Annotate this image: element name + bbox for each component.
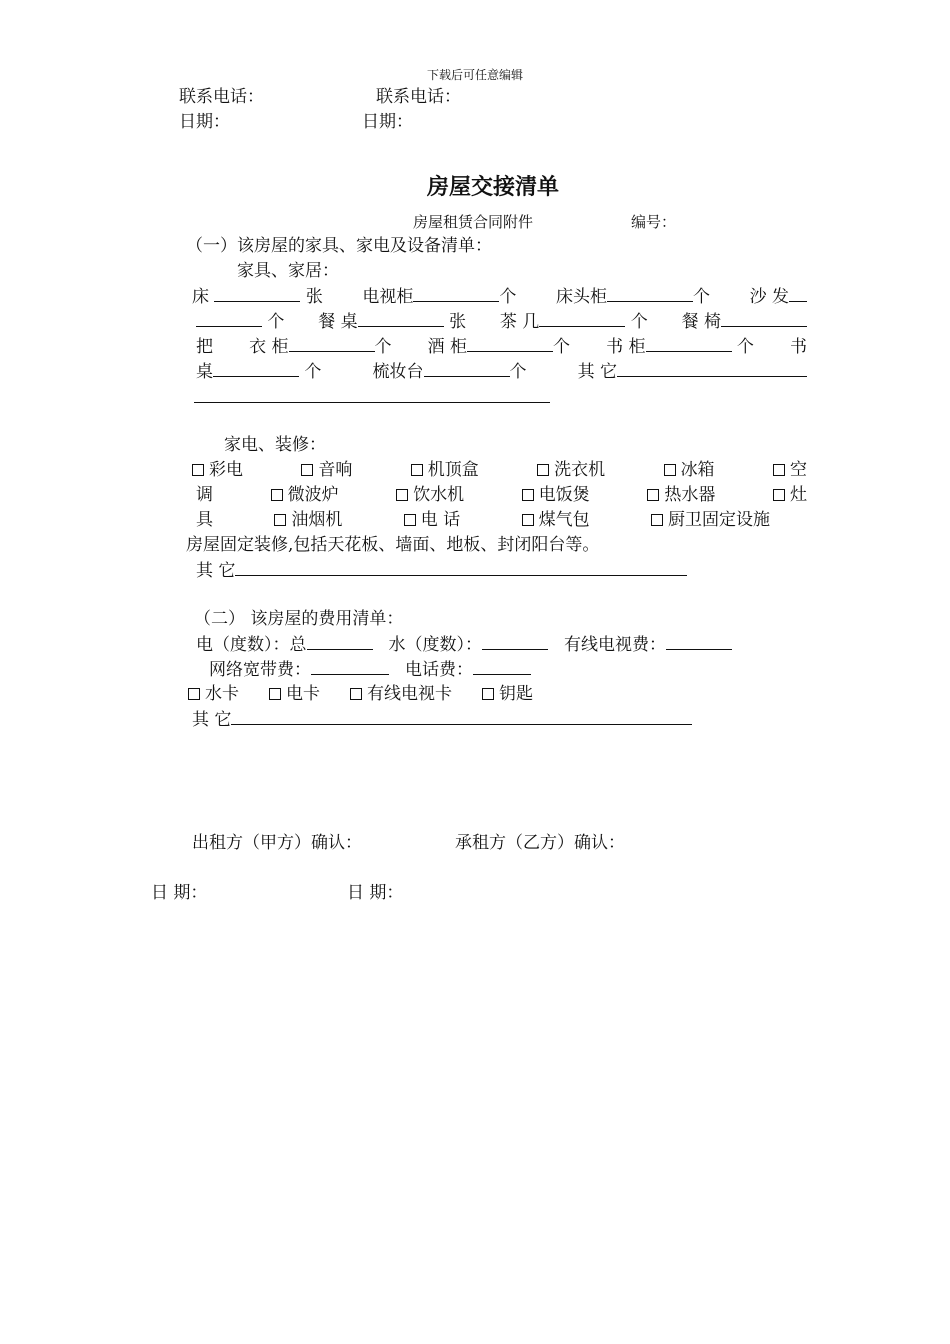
- water-label: 水（度数）：: [388, 635, 482, 655]
- appliance-fridge[interactable]: 冰箱: [664, 459, 715, 481]
- checkbox-icon[interactable]: [396, 489, 408, 501]
- fee-other-line: 其 它: [192, 708, 692, 731]
- checkbox-icon[interactable]: [773, 464, 785, 476]
- nightstand-blank[interactable]: [607, 285, 693, 302]
- date-label-left: 日期：: [179, 112, 230, 132]
- appliance-stove[interactable]: 灶: [773, 484, 807, 506]
- desk-blank[interactable]: [213, 360, 299, 377]
- decoration-text: 房屋固定装修,包括天花板、墙面、地板、封闭阳台等。: [186, 535, 600, 555]
- furniture-other-blank[interactable]: [617, 360, 807, 377]
- checkbox-icon[interactable]: [350, 688, 362, 700]
- appliance-row-2: [196, 484, 807, 506]
- checkbox-icon[interactable]: [522, 514, 534, 526]
- appliance-other-line: 其 它: [196, 559, 687, 582]
- dresser-item: 梳妆台 个: [372, 362, 527, 382]
- appliance-water-heater[interactable]: 热水器: [647, 484, 715, 506]
- card-row: [188, 683, 533, 705]
- number-label: 编号：: [631, 213, 677, 231]
- appliance-heading: 家电、装修：: [224, 435, 326, 455]
- checkbox-icon[interactable]: [482, 688, 494, 700]
- checkbox-icon[interactable]: [271, 489, 283, 501]
- landlord-date-label: 日 期：: [151, 883, 208, 903]
- appliance-row-3: [196, 509, 770, 531]
- appliance-row-1: [192, 459, 807, 481]
- annex-label: 房屋租赁合同附件: [413, 213, 534, 231]
- furniture-other-continuation-line[interactable]: [194, 384, 550, 403]
- appliance-color-tv[interactable]: 彩电: [192, 459, 243, 481]
- checkbox-icon[interactable]: [647, 489, 659, 501]
- card-electric[interactable]: 电卡: [269, 683, 320, 705]
- tenant-date-label: 日 期：: [347, 883, 404, 903]
- cable-fee-blank[interactable]: [666, 633, 732, 650]
- checkbox-icon[interactable]: [664, 464, 676, 476]
- wardrobe-item: 衣 柜 个: [249, 337, 392, 357]
- appliance-telephone[interactable]: 电 话: [404, 509, 460, 531]
- water-blank[interactable]: [482, 633, 548, 650]
- appliance-other-blank[interactable]: [235, 559, 687, 576]
- air-conditioner-label-end: 调: [196, 485, 213, 505]
- desk-label-start: 书: [790, 337, 807, 357]
- checkbox-icon[interactable]: [537, 464, 549, 476]
- tea-table-blank[interactable]: [539, 310, 625, 327]
- bookcase-item: 书 柜 个: [606, 337, 754, 357]
- furniture-row-1: [192, 285, 807, 308]
- tenant-confirm-label: 承租方（乙方）确认：: [455, 833, 625, 853]
- key-item[interactable]: 钥匙: [482, 683, 533, 705]
- sofa-item: 沙 发: [750, 285, 807, 308]
- fee-other-blank[interactable]: [231, 708, 692, 725]
- fee-row-1: [196, 633, 732, 656]
- dining-chair-blank[interactable]: [721, 310, 807, 327]
- appliance-microwave[interactable]: 微波炉: [271, 484, 339, 506]
- appliance-water-dispenser[interactable]: 饮水机: [396, 484, 464, 506]
- appliance-audio[interactable]: 音响: [301, 459, 352, 481]
- phone-fee-blank[interactable]: [473, 658, 531, 675]
- sofa-count-item: 个: [196, 310, 284, 333]
- furniture-row-3: [196, 335, 807, 358]
- cable-fee-label: 有线电视费：: [564, 635, 666, 655]
- wine-cabinet-item: 酒 柜 个: [427, 337, 570, 357]
- checkbox-icon[interactable]: [188, 688, 200, 700]
- desk-item: 桌 个: [196, 362, 322, 382]
- furniture-row-2: [196, 310, 807, 333]
- bed-item: 床 张: [192, 287, 323, 307]
- nightstand-item: 床头柜 个: [556, 287, 710, 307]
- checkbox-icon[interactable]: [301, 464, 313, 476]
- card-water[interactable]: 水卡: [188, 683, 239, 705]
- stove-label-end: 具: [196, 510, 213, 530]
- dining-chair-item: 餐 椅: [682, 310, 807, 333]
- electric-label: 电（度数）：总: [196, 635, 307, 655]
- landlord-confirm-label: 出租方（甲方）确认：: [192, 833, 362, 853]
- checkbox-icon[interactable]: [192, 464, 204, 476]
- dining-table-blank[interactable]: [358, 310, 444, 327]
- section2-heading: （二） 该房屋的费用清单：: [194, 609, 404, 629]
- appliance-kitchen-bath-fixtures[interactable]: 厨卫固定设施: [651, 509, 770, 531]
- date-label-right: 日期：: [362, 112, 413, 132]
- bookcase-blank[interactable]: [646, 335, 732, 352]
- checkbox-icon[interactable]: [773, 489, 785, 501]
- header-note: 下载后可任意编辑: [426, 68, 523, 82]
- tv-cabinet-item: 电视柜 个: [362, 287, 517, 307]
- tv-cabinet-blank[interactable]: [413, 285, 499, 302]
- dining-table-item: 餐 桌 张: [318, 312, 467, 332]
- checkbox-icon[interactable]: [274, 514, 286, 526]
- checkbox-icon[interactable]: [411, 464, 423, 476]
- appliance-washer[interactable]: 洗衣机: [537, 459, 605, 481]
- appliance-set-top-box[interactable]: 机顶盒: [411, 459, 479, 481]
- wine-cabinet-blank[interactable]: [467, 335, 553, 352]
- sofa-blank-start[interactable]: [789, 285, 807, 302]
- furniture-heading: 家具、家居：: [237, 261, 339, 281]
- phone-label-left: 联系电话：: [179, 87, 264, 107]
- appliance-gas-tank[interactable]: 煤气包: [522, 509, 590, 531]
- checkbox-icon[interactable]: [651, 514, 663, 526]
- section1-heading: （一）该房屋的家具、家电及设备清单：: [186, 236, 492, 256]
- fee-row-2: [209, 658, 531, 681]
- card-cable-tv[interactable]: 有线电视卡: [350, 683, 452, 705]
- appliance-range-hood[interactable]: 油烟机: [274, 509, 342, 531]
- tea-table-item: 茶 几 个: [499, 312, 648, 332]
- furniture-row-4: [196, 360, 807, 383]
- appliance-rice-cooker[interactable]: 电饭煲: [522, 484, 590, 506]
- bed-blank[interactable]: [214, 285, 300, 302]
- checkbox-icon[interactable]: [404, 514, 416, 526]
- phone-label-right: 联系电话：: [376, 87, 461, 107]
- internet-fee-label: 网络宽带费：: [209, 660, 311, 680]
- document-title: 房屋交接清单: [426, 175, 559, 200]
- furniture-other-item: 其 它: [578, 360, 807, 383]
- sofa-blank[interactable]: [196, 310, 262, 327]
- wardrobe-blank[interactable]: [289, 335, 375, 352]
- dresser-blank[interactable]: [424, 360, 510, 377]
- chair-unit: 把: [196, 337, 213, 357]
- electric-blank[interactable]: [307, 633, 373, 650]
- internet-fee-blank[interactable]: [311, 658, 389, 675]
- checkbox-icon[interactable]: [269, 688, 281, 700]
- appliance-air-conditioner[interactable]: 空: [773, 459, 807, 481]
- checkbox-icon[interactable]: [522, 489, 534, 501]
- phone-fee-label: 电话费：: [405, 660, 473, 680]
